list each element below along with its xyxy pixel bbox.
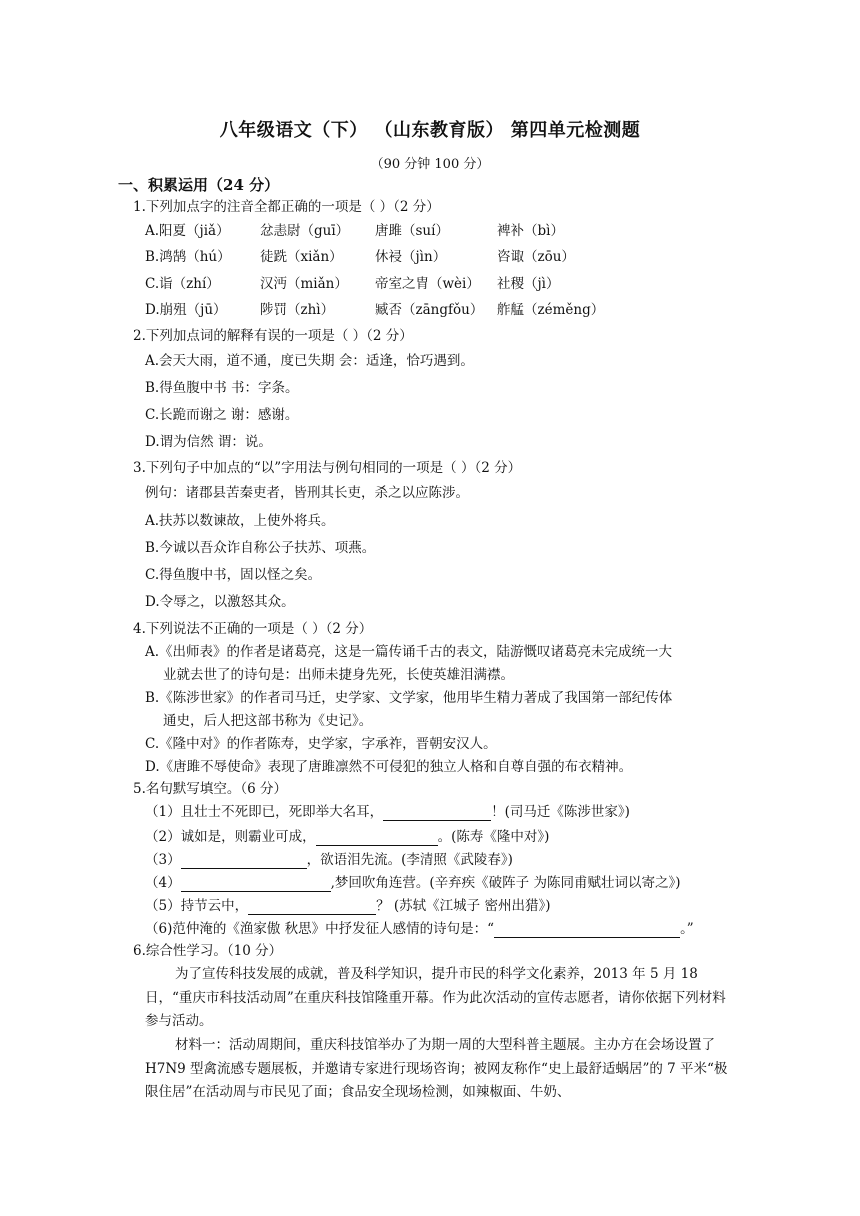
fill-in-line-6 (145, 920, 694, 938)
fill-in-line-5 (145, 897, 550, 915)
q1-option: 忿恚尉（guī） (260, 223, 350, 239)
q1-option: 臧否（zāngfǒu） (375, 302, 484, 318)
page-title: 八年级语文（下） （山东教育版） 第四单元检测题 (219, 120, 641, 141)
q1-option: 帝室之胄（wèi） (375, 276, 480, 292)
question-1-row-d (145, 301, 604, 319)
fill-in-text: （6)范仲淹的《渔家傲 秋思》中抒发征人感情的诗句是：“ (145, 921, 495, 937)
fill-in-text: 。” (680, 921, 694, 937)
question-1-row-a (145, 222, 564, 240)
question-4-option-a-line-1: A.《出师表》的作者是诸葛亮，这是一篇传诵千古的表文，陆游慨叹诸葛亮未完成统一大 (145, 644, 673, 660)
fill-in-text: （2）诚如是，则霸业可成， (145, 829, 316, 845)
question-3-option-c: C.得鱼腹中书，固以怪之矣。 (145, 567, 322, 583)
question-2-option-c: C.长跪而谢之 谢：感谢。 (145, 407, 299, 423)
answer-blank[interactable] (181, 854, 307, 869)
section-heading: 一、积累运用（24 分） (118, 176, 280, 194)
q1-option: 汉沔（miǎn） (260, 276, 348, 292)
answer-blank[interactable] (248, 900, 376, 915)
question-3-option-a: A.扶苏以数谏故，上使外将兵。 (145, 513, 335, 529)
question-5-stem: 5.名句默写填空。（6 分） (133, 781, 288, 797)
fill-in-text: 。(陈寿《隆中对》) (437, 829, 550, 845)
question-3-stem: 3.下列句子中加点的“以”字用法与例句相同的一项是（ ）（2 分） (133, 460, 522, 476)
q1-option: B.鸿鹄（hú） (145, 249, 231, 265)
answer-blank[interactable] (316, 831, 438, 846)
fill-in-line-4 (145, 874, 680, 892)
fill-in-text: ，欲语泪先流。(李清照《武陵春》) (306, 852, 513, 868)
q1-option: 咨诹（zōu） (497, 249, 575, 265)
question-3-option-d: D.令辱之，以激怒其众。 (145, 594, 295, 610)
q1-option: 裨补（bì） (497, 223, 564, 239)
question-3-option-b: B.今诚以吾众诈自称公子扶苏、项燕。 (145, 540, 376, 556)
q1-option: 徒跣（xiǎn） (260, 249, 343, 265)
q1-option: 休祲（jìn） (375, 249, 447, 265)
fill-in-text: ？ (苏轼《江城子 密州出猎》) (376, 898, 551, 914)
fill-in-line-3 (145, 851, 513, 869)
question-4-option-b-line-2: 通史，后人把这部书称为《史记》。 (163, 713, 373, 729)
question-1-row-b (145, 248, 575, 266)
question-4-option-d: D.《唐雎不辱使命》表现了唐雎凛然不可侵犯的独立人格和自尊自强的布衣精神。 (145, 759, 633, 775)
q1-option: 社稷（jì） (497, 276, 560, 292)
q1-option: A.阳夏（jiǎ） (145, 223, 230, 239)
answer-blank[interactable] (181, 877, 331, 892)
q1-option: D.崩殂（jū） (145, 302, 227, 318)
page-subtitle: （90 分钟 100 分） (370, 157, 490, 172)
question-2-option-b: B.得鱼腹中书 书：字条。 (145, 380, 299, 396)
question-3-example: 例句：诸郡县苦秦吏者，皆刑其长吏，杀之以应陈涉。 (145, 485, 469, 501)
q1-option: 陟罚（zhì） (260, 302, 335, 318)
question-6-paragraph-1: 为了宣传科技发展的成就，普及科学知识，提升市民的科学文化素养，2013 年 5 月 18 日，“重庆市科技活动周”在重庆科技馆隆重开幕。作为此次活动的宣传志愿者，请你依据下列材料参与活动。 (145, 966, 726, 1029)
fill-in-text: ,梦回吹角连营。(辛弃疾《破阵子 为陈同甫赋壮词以寄之》) (330, 875, 681, 891)
fill-in-line-2 (145, 828, 549, 846)
q1-option: 唐雎（suí） (375, 223, 449, 239)
fill-in-text: （3） (145, 852, 181, 868)
answer-blank[interactable] (494, 923, 680, 938)
question-2-option-d: D.谓为信然 谓：说。 (145, 434, 272, 450)
fill-in-text: （1）且壮士不死即已，死即举大名耳， (145, 804, 384, 820)
question-6-paragraph-2: 材料一：活动周期间，重庆科技馆举办了为期一周的大型科普主题展。主办方在会场设置了 H7N9 型禽流感专题展板，并邀请专家进行现场咨询；被网友称作“史上最舒适蜗居”的 7 平米“极限住居”在活动周与市民见了面；食品安全现场检测，如辣椒面、牛奶、 (145, 1037, 728, 1100)
question-1-stem: 1.下列加点字的注音全都正确的一项是（ ）（2 分） (133, 199, 440, 215)
fill-in-text: ！(司马迁《陈涉世家》) (491, 804, 630, 820)
question-6-stem: 6.综合性学习。（10 分） (133, 943, 283, 959)
fill-in-line-1 (145, 803, 630, 821)
fill-in-text: （4） (145, 875, 181, 891)
question-4-option-a-line-2: 业就去世了的诗句是：出师未捷身先死，长使英雄泪满襟。 (163, 667, 514, 683)
question-1-row-c (145, 275, 560, 293)
question-4-option-b-line-1: B.《陈涉世家》的作者司马迁，史学家、文学家，他用毕生精力著成了我国第一部纪传体 (145, 690, 673, 706)
q1-option: C.诣（zhí） (145, 276, 220, 292)
question-4-stem: 4.下列说法不正确的一项是（ ）（2 分） (133, 621, 373, 637)
answer-blank[interactable] (383, 806, 491, 821)
question-4-option-c: C.《隆中对》的作者陈寿，史学家，字承祚，晋朝安汉人。 (145, 736, 497, 752)
question-2-option-a: A.会天大雨，道不通，度已失期 会：适逢，恰巧遇到。 (145, 353, 474, 369)
fill-in-text: （5）持节云中， (145, 898, 249, 914)
question-2-stem: 2.下列加点词的解释有误的一项是（ ）（2 分） (133, 328, 413, 344)
q1-option: 舴艋（zéměng） (497, 302, 605, 318)
